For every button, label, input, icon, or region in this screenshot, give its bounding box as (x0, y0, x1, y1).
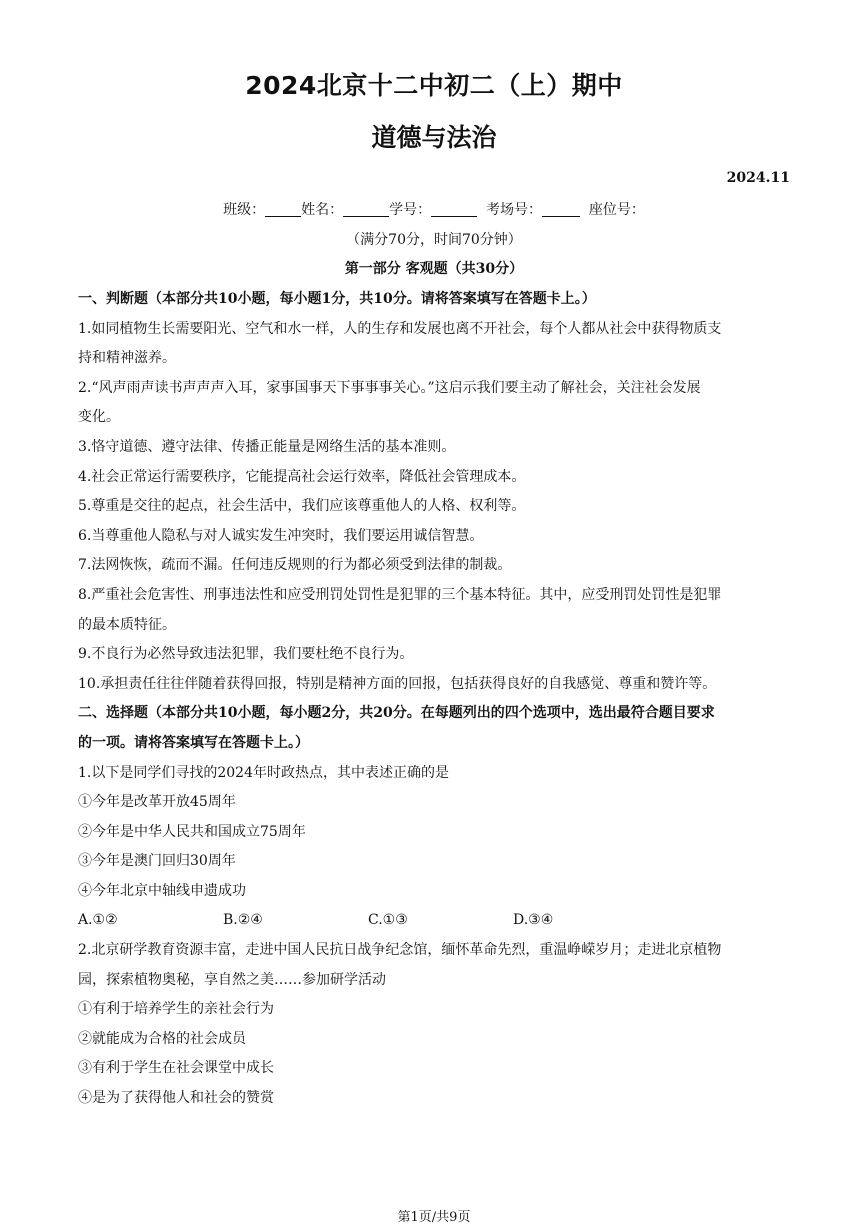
tf-item: 6.当尊重他人隐私与对人诚实发生冲突时，我们要运用诚信智慧。 (78, 527, 484, 544)
exam-room-blank[interactable] (542, 202, 580, 217)
statement: ③有利于学生在社会课堂中成长 (78, 1060, 274, 1077)
tf-item: 3.恪守道德、遵守法律、传播正能量是网络生活的基本准则。 (78, 438, 456, 455)
name-label: 姓名： (301, 202, 344, 218)
statement: ②就能成为合格的社会成员 (78, 1030, 246, 1047)
tf-item: 2.“风声雨声读书声声声入耳，家事国事天下事事事关心。”这启示我们要主动了解社会，关注社会发展 (78, 379, 701, 396)
part-title: 第一部分 客观题（共30分） (344, 261, 524, 277)
exam-content (78, 285, 792, 1114)
statement: ①有利于培养学生的亲社会行为 (78, 1001, 274, 1018)
statement: ③今年是澳门回归30周年 (78, 853, 236, 870)
score-note: （满分70分，时间70分钟） (346, 232, 522, 248)
statement: ④是为了获得他人和社会的赞赏 (78, 1090, 274, 1107)
tf-item: 1.如同植物生长需要阳光、空气和水一样，人的生存和发展也离不开社会，每个人都从社会中获得物质支 (78, 320, 722, 337)
question-stem: 1.以下是同学们寻找的2024年时政热点，其中表述正确的是 (78, 764, 449, 781)
tf-item-cont: 的最本质特征。 (78, 616, 176, 633)
name-blank[interactable] (343, 202, 389, 217)
tf-item: 9.不良行为必然导致违法犯罪，我们要杜绝不良行为。 (78, 646, 414, 663)
question-stem: 2.北京研学教育资源丰富，走进中国人民抗日战争纪念馆，缅怀革命先烈，重温峥嵘岁月；走进北京植物 (78, 942, 722, 959)
question-stem-cont: 园，探索植物奥秘，享自然之美……参加研学活动 (78, 971, 386, 988)
statement: ②今年是中华人民共和国成立75周年 (78, 823, 306, 840)
subject-title: 道德与法治 (371, 123, 497, 152)
exam-room-label: 考场号： (486, 202, 542, 218)
section1-heading: 一、判断题（本部分共10小题，每小题1分，共10分。请将答案填写在答题卡上。） (78, 291, 596, 307)
student-id-label: 学号： (389, 202, 432, 218)
statement: ①今年是改革开放45周年 (78, 794, 236, 811)
answer-options (78, 906, 792, 936)
class-blank[interactable] (265, 202, 301, 217)
exam-date: 2024.11 (726, 170, 790, 186)
option-b: B.②④ (223, 912, 263, 929)
tf-item: 7.法网恢恢，疏而不漏。任何违反规则的行为都必须受到法律的制裁。 (78, 557, 512, 574)
section2-heading: 二、选择题（本部分共10小题，每小题2分，共20分。在每题列出的四个选项中，选出最符合题目要求 (78, 705, 715, 722)
statement: ④今年北京中轴线申遗成功 (78, 882, 246, 899)
option-d: D.③④ (513, 912, 554, 929)
tf-item: 5.尊重是交往的起点，社会生活中，我们应该尊重他人的人格、权利等。 (78, 498, 526, 515)
option-c: C.①③ (368, 912, 408, 929)
tf-item-cont: 持和精神滋养。 (78, 350, 176, 367)
tf-item: 8.严重社会危害性、刑事违法性和应受刑罚处罚性是犯罪的三个基本特征。其中，应受刑罚处罚性是犯罪 (78, 586, 722, 603)
student-id-blank[interactable] (431, 202, 477, 217)
option-a: A.①② (78, 912, 118, 929)
tf-item-cont: 变化。 (78, 409, 120, 426)
seat-label: 座位号： (588, 202, 645, 218)
exam-title: 2024北京十二中初二（上）期中 (245, 71, 623, 100)
tf-item: 10.承担责任往往伴随着获得回报，特别是精神方面的回报，包括获得良好的自我感觉、尊重和赞许等。 (78, 675, 717, 692)
page-number: 第1页/共9页 (397, 1210, 471, 1225)
class-label: 班级： (223, 202, 266, 218)
section2-heading-cont: 的一项。请将答案填写在答题卡上。） (78, 734, 309, 751)
student-info-row (0, 199, 868, 219)
tf-item: 4.社会正常运行需要秩序，它能提高社会运行效率，降低社会管理成本。 (78, 468, 526, 485)
